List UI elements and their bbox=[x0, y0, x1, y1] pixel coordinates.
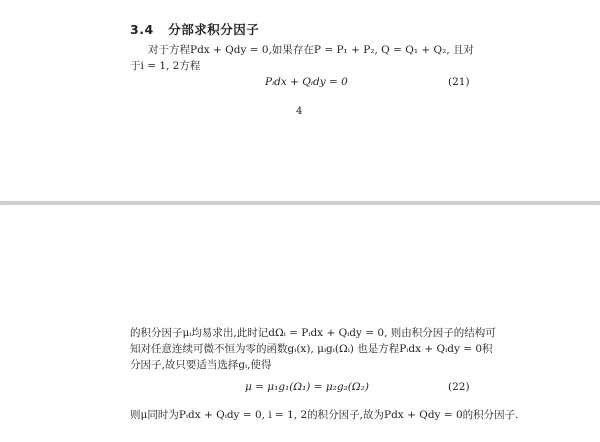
document-page-bottom bbox=[0, 205, 600, 442]
paragraph-line: 分因子,故只要适当选择gᵢ,使得 bbox=[130, 359, 272, 371]
paragraph-line: 于i = 1, 2方程 bbox=[130, 60, 201, 72]
equation: μ = μ₁g₁(Ω₁) = μ₂g₂(Ω₂) bbox=[245, 381, 369, 393]
section-number: 3.4 bbox=[130, 22, 154, 37]
page-number: 4 bbox=[296, 106, 303, 117]
equation-number: (22) bbox=[448, 381, 470, 393]
paragraph-line: 的积分因子μᵢ均易求出,此时记dΩᵢ = Pᵢdx + Qᵢdy = 0, 则由积分因子的结构可 bbox=[130, 327, 496, 339]
section-heading bbox=[130, 20, 259, 38]
section-title: 分部求积分因子 bbox=[168, 22, 260, 37]
document-page-top bbox=[0, 0, 600, 201]
equation: Pᵢdx + Qᵢdy = 0 bbox=[265, 76, 348, 88]
paragraph-line: 对于方程Pdx + Qdy = 0,如果存在P = P₁ + P₂, Q = Q₁ + Q₂, 且对 bbox=[148, 44, 475, 56]
paragraph-line: 知对任意连续可微不恒为零的函数gᵢ(x), μᵢgᵢ(Ωᵢ) 也是方程Pᵢdx + Qᵢdy = 0积 bbox=[130, 343, 493, 355]
paragraph-line: 则μ同时为Pᵢdx + Qᵢdy = 0, i = 1, 2的积分因子,故为Pdx + Qdy = 0的积分因子. bbox=[130, 409, 519, 421]
equation-number: (21) bbox=[448, 76, 470, 88]
